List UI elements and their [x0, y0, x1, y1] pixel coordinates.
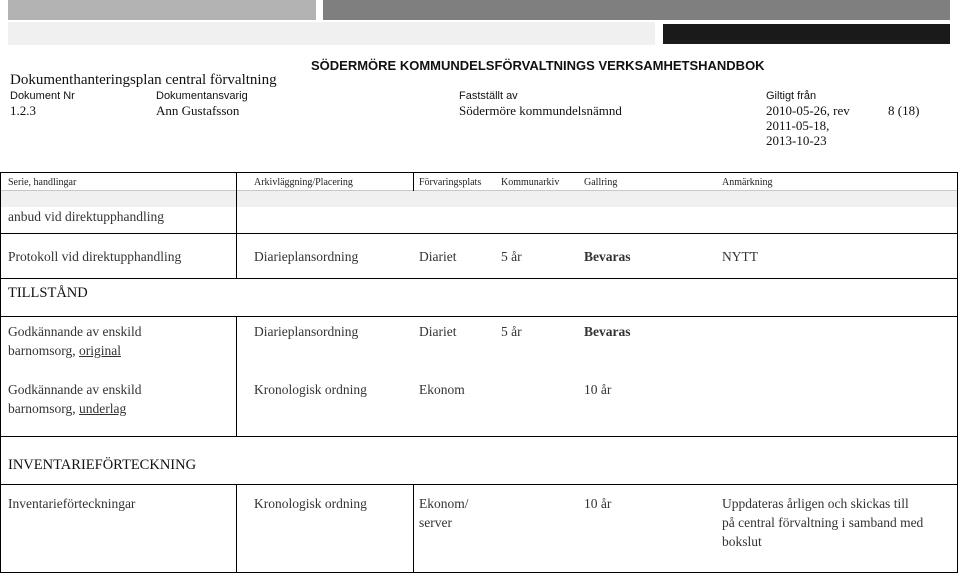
colhdr-series: Serie, handlingar [8, 177, 77, 188]
row-inventarie-name: Inventarieförteckningar [8, 496, 136, 511]
org-title: SÖDERMÖRE KOMMUNDELSFÖRVALTNINGS VERKSAMHETSHANDBOK [311, 58, 765, 73]
section-inventarieforteckning: INVENTARIEFÖRTECKNING [8, 457, 197, 473]
row-godk-original-disposal: Bevaras [584, 324, 631, 339]
row-inventarie-storage-1: Ekonom/ [419, 496, 469, 511]
row-inventarie-note-2: på central förvaltning i samband med [722, 515, 924, 530]
row-anbud-name: anbud vid direktupphandling [8, 209, 164, 224]
header-bar-left [8, 0, 316, 20]
row-border-2 [0, 278, 958, 279]
header-bar-right [323, 0, 950, 20]
row-godk-original-placement: Diarieplansordning [254, 324, 359, 339]
row-protokoll-name: Protokoll vid direktupphandling [8, 249, 182, 264]
table-top-border [0, 172, 958, 173]
doc-title: Dokumenthanteringsplan central förvaltning [10, 72, 277, 88]
colhdr-storage: Förvaringsplats [419, 177, 482, 188]
value-valid-from-1: 2010-05-26, rev [766, 103, 850, 118]
row-shade [0, 191, 958, 207]
row-protokoll-note: NYTT [722, 249, 758, 264]
link-original[interactable]: original [79, 343, 121, 358]
row-godk-underlag-name-1: Godkännande av enskild [8, 382, 142, 397]
page-number: 8 (18) [888, 103, 920, 118]
value-valid-from-3: 2013-10-23 [766, 133, 827, 148]
col-border-left [0, 172, 1, 573]
row-protokoll-placement: Diarieplansordning [254, 249, 359, 264]
table-bottom-border [0, 572, 958, 573]
row-inventarie-storage-2: server [419, 515, 452, 530]
row-godk-underlag-storage: Ekonom [419, 382, 465, 397]
label-responsible: Dokumentansvarig [156, 90, 248, 102]
col-border-1c [236, 484, 237, 573]
col-border-1 [236, 172, 237, 279]
colhdr-placement: Arkivläggning/Placering [254, 177, 353, 188]
row-protokoll-disposal: Bevaras [584, 249, 631, 264]
label-doc-nr: Dokument Nr [10, 90, 75, 102]
row-protokoll-storage: Diariet [419, 249, 457, 264]
header-bar-right-dark [663, 24, 950, 44]
value-approved-by: Södermöre kommundelsnämnd [459, 103, 622, 118]
row-godk-underlag-disposal: 10 år [584, 382, 612, 397]
row-inventarie-note-1: Uppdateras årligen och skickas till [722, 496, 909, 511]
row-protokoll-archive: 5 år [501, 249, 522, 264]
header-bar-left-thin [8, 22, 655, 45]
row-border-1 [0, 233, 958, 234]
row-inventarie-placement: Kronologisk ordning [254, 496, 367, 511]
colhdr-archive: Kommunarkiv [501, 177, 560, 188]
label-valid-from: Giltigt från [766, 90, 817, 102]
link-underlag[interactable]: underlag [79, 401, 127, 416]
name-prefix: barnomsorg, [8, 343, 79, 358]
row-godk-underlag-name-2 [8, 399, 126, 418]
col-border-1b [236, 316, 237, 437]
row-godk-original-name-2 [8, 341, 121, 360]
col-border-2b [413, 484, 414, 573]
row-border-5 [0, 484, 958, 485]
name-prefix: barnomsorg, [8, 401, 79, 416]
colhdr-note: Anmärkning [722, 177, 773, 188]
colhdr-disposal: Gallring [584, 177, 618, 188]
section-tillstand: TILLSTÅND [8, 285, 88, 301]
row-godk-original-archive: 5 år [501, 324, 522, 339]
value-responsible: Ann Gustafsson [156, 103, 240, 118]
value-valid-from-2: 2011-05-18, [766, 118, 830, 133]
col-border-right [957, 172, 958, 573]
row-godk-underlag-placement: Kronologisk ordning [254, 382, 367, 397]
row-border-3 [0, 316, 958, 317]
row-godk-original-storage: Diariet [419, 324, 457, 339]
col-border-2 [413, 172, 414, 191]
value-doc-nr: 1.2.3 [10, 103, 36, 118]
label-approved-by: Fastställt av [459, 90, 518, 102]
row-border-4 [0, 436, 958, 437]
row-inventarie-note-3: bokslut [722, 534, 762, 549]
row-inventarie-disposal: 10 år [584, 496, 612, 511]
row-godk-original-name-1: Godkännande av enskild [8, 324, 142, 339]
